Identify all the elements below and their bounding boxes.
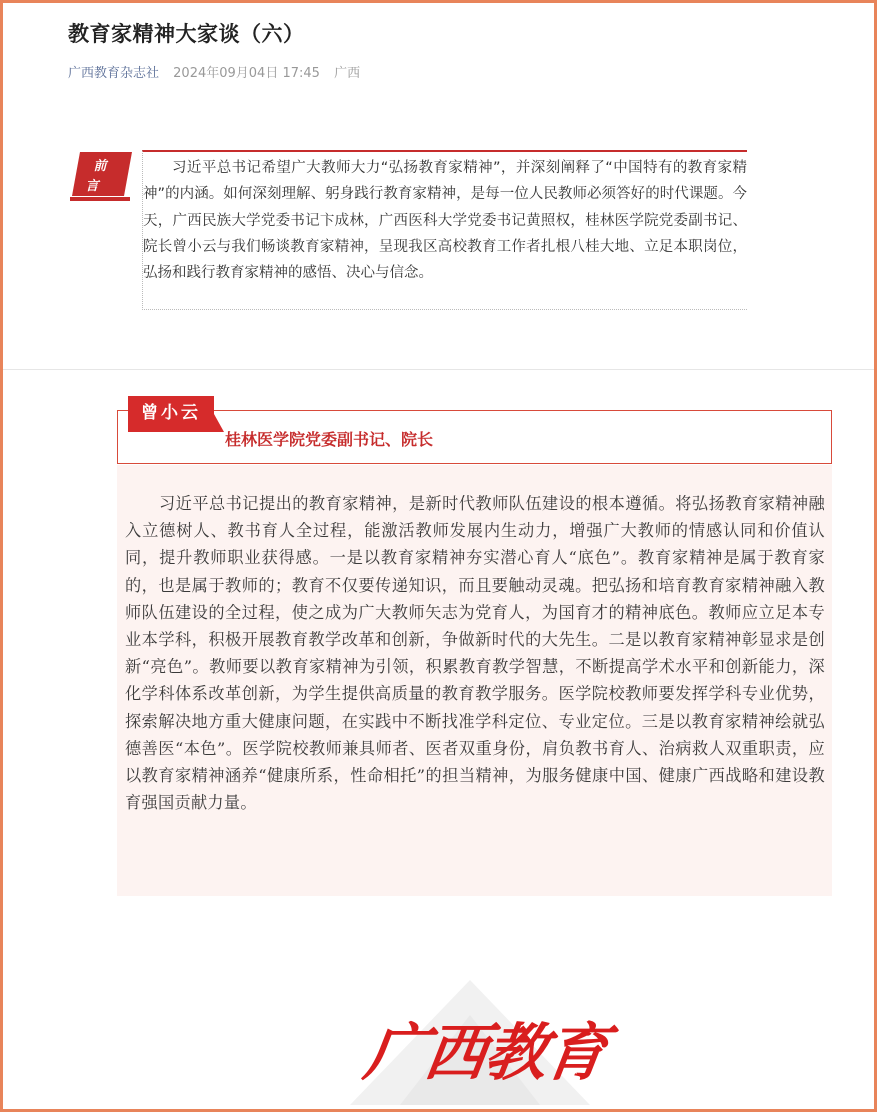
preface-tag-icon (70, 150, 132, 202)
preface-tag-char-2: 言 (85, 179, 99, 194)
speaker-content-text: 习近平总书记提出的教育家精神，是新时代教师队伍建设的根本遵循。将弘扬教育家精神融入立德树人、教书育人全过程，能激活教师发展内生动力，增强广大教师的情感认同和价值认同，提升教师职业获得感。一是以教育家精神夯实潜心育人“底色”。教育家精神是属于教育家的，也是属于教师的；教育不仅要传递知识，而且要触动灵魂。把弘扬和培育教育家精神融入教师队伍建设的全过程，使之成为广大教师矢志为党育人，为国育才的精神底色。教师应立足本专业本学科，积极开展教育教学改革和创新，争做新时代的大先生。二是以教育家精神彰显求是创新“亮色”。教师要以教育家精神为引领，积累教育教学智慧，不断提高学术水平和创新能力，深化学科体系改革创新，为学生提供高质量的教育教学服务。医学院校教师要发挥学科专业优势，探索解决地方重大健康问题，在实践中不断找准学科定位、专业定位。三是以教育家精神绘就弘德善医“本色”。医学院校教师兼具师者、医者双重身份，肩负教书育人、治病救人双重职责，应以教育家精神涵养“健康所系，性命相托”的担当精神，为服务健康中国、健康广西战略和建设教育强国贡献力量。 (125, 494, 825, 813)
speaker-role: 桂林医学院党委副书记、院长 (225, 430, 434, 449)
article-title: 教育家精神大家谈（六） (68, 22, 305, 46)
guangxi-education-logo: 广西教育 (360, 1016, 611, 1089)
preface-text: 习近平总书记希望广大教师大力“弘扬教育家精神”，并深刻阐释了“中国特有的教育家精神”的内涵。如何深刻理解、躬身践行教育家精神，是每一位人民教师必须答好的时代课题。今天，广西民族大学党委书记卞成林，广西医科大学党委书记黄照权，桂林医学院党委副书记、院长曾小云与我们畅谈教育家精神，呈现我区高校教育工作者扎根八桂大地、立足本职岗位，弘扬和践行教育家精神的感悟、决心与信念。 (143, 160, 747, 282)
article-source-link[interactable]: 广西教育杂志社 (68, 66, 160, 81)
speaker-name-tag: 曾小云 (128, 396, 214, 432)
divider (3, 369, 874, 370)
article-date: 2024年09月04日 17:45 (173, 66, 320, 81)
article-location: 广西 (334, 66, 361, 81)
article-meta (68, 62, 360, 81)
preface-tag-char-1: 前 (93, 159, 107, 174)
